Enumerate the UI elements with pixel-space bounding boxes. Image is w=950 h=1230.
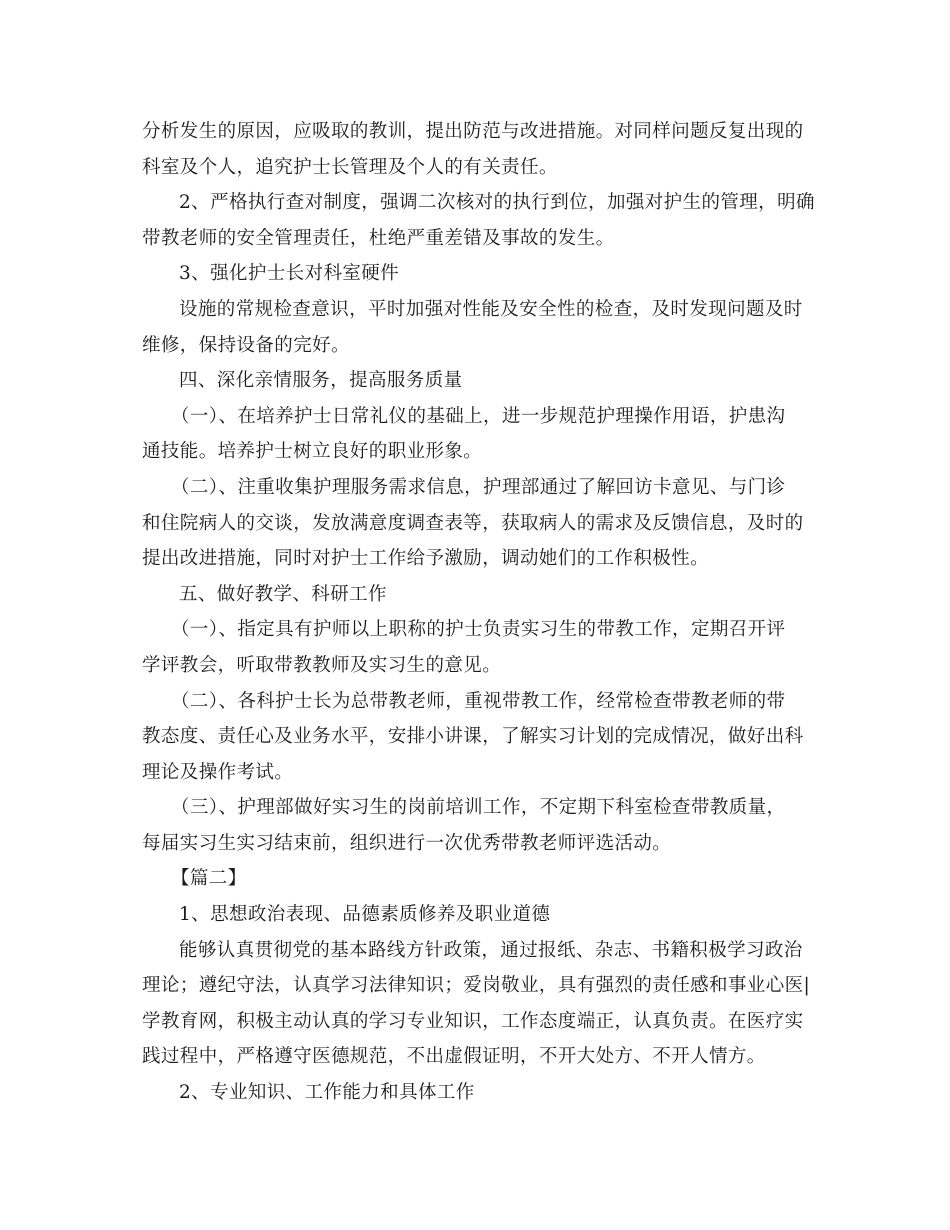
text-line: 通技能。培养护士树立良好的职业形象。 — [142, 441, 483, 463]
section-heading: 五、做好教学、科研工作 — [179, 583, 387, 605]
item-heading: 2、严格执行查对制度，强调二次核对的执行到位，加强对护生的管理，明确 — [179, 192, 815, 214]
text-line: 教态度、责任心及业务水平，安排小讲课，了解实习计划的完成情况，做好出科 — [142, 726, 804, 748]
item-heading: 2、专业知识、工作能力和具体工作 — [179, 1082, 475, 1104]
text-line: 理论及操作考试。 — [142, 761, 294, 783]
text-line: 能够认真贯彻党的基本路线方针政策，通过报纸、杂志、书籍积极学习政治 — [179, 939, 803, 961]
text-line: 学评教会，听取带教教师及实习生的意见。 — [142, 654, 502, 676]
text-line: 和住院病人的交谈，发放满意度调查表等，获取病人的需求及反馈信息，及时的 — [142, 512, 804, 534]
section-heading: 四、深化亲情服务，提高服务质量 — [179, 370, 463, 392]
item-heading: 1、思想政治表现、品德素质修养及职业道德 — [179, 904, 551, 926]
text-line: 践过程中，严格遵守医德规范，不出虚假证明，不开大处方、不开人情方。 — [142, 1046, 766, 1068]
item-heading: 3、强化护士长对科室硬件 — [179, 263, 400, 285]
sub-item-heading: （三）、护理部做好实习生的岗前培训工作，不定期下科室检查带教质量， — [171, 797, 786, 819]
text-line: 设施的常规检查意识，平时加强对性能及安全性的检查，及时发现问题及时 — [179, 298, 803, 320]
text-line: 带教老师的安全管理责任，杜绝严重差错及事故的发生。 — [142, 227, 615, 249]
sub-item-heading: （二）、各科护士长为总带教老师，重视带教工作，经常检查带教老师的带 — [171, 690, 786, 712]
text-line: 提出改进措施，同时对护士工作给予激励，调动她们的工作积极性。 — [142, 548, 710, 570]
text-line: 科室及个人，追究护士长管理及个人的有关责任。 — [142, 156, 558, 178]
sub-item-heading: （二）、注重收集护理服务需求信息，护理部通过了解回访卡意见、与门诊 — [171, 476, 786, 498]
sub-item-heading: （一）、在培养护士日常礼仪的基础上，进一步规范护理操作用语，护患沟 — [171, 405, 786, 427]
document-body — [142, 114, 814, 1111]
text-line: 维修，保持设备的完好。 — [142, 334, 350, 356]
text-line: 理论；遵纪守法，认真学习法律知识；爱岗敬业，具有强烈的责任感和事业心医| — [142, 975, 811, 997]
text-line: 分析发生的原因，应吸取的教训，提出防范与改进措施。对同样问题反复出现的 — [142, 121, 804, 142]
text-line: 每届实习生实习结束前，组织进行一次优秀带教老师评选活动。 — [142, 832, 672, 854]
part-heading: 【篇二】 — [171, 868, 247, 890]
sub-item-heading: （一）、指定具有护师以上职称的护士负责实习生的带教工作，定期召开评 — [171, 619, 786, 641]
text-line: 学教育网，积极主动认真的学习专业知识，工作态度端正，认真负责。在医疗实 — [142, 1010, 804, 1032]
